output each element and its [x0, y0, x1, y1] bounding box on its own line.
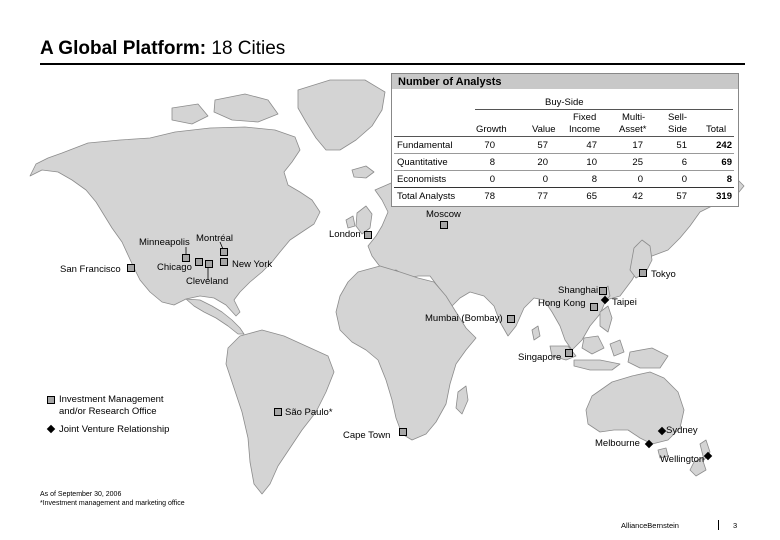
row-label-fundamental: Fundamental [397, 140, 453, 151]
office-marker-minneapolis [182, 254, 190, 262]
city-label-cleveland: Cleveland [186, 276, 229, 287]
table-cell-total: 242 [716, 140, 732, 151]
total-divider [394, 187, 734, 188]
table-cell: 25 [632, 157, 643, 168]
office-marker-shanghai [599, 287, 607, 295]
table-cell: 70 [484, 140, 495, 151]
row-divider [394, 170, 734, 171]
table-cell-total: 319 [716, 191, 732, 202]
table-cell-total: 8 [726, 174, 732, 185]
office-marker-cape-town [399, 428, 407, 436]
city-label-chicago: Chicago [157, 262, 192, 273]
analyst-table [391, 73, 739, 207]
city-label-singapore: Singapore [518, 352, 562, 363]
city-label-sao-paulo: São Paulo* [285, 407, 333, 418]
table-cell-total: 69 [721, 157, 732, 168]
office-marker-singapore [565, 349, 573, 357]
city-label-san-francisco: San Francisco [60, 264, 121, 275]
column-header-asset: Asset* [619, 124, 647, 135]
office-legend-icon [47, 396, 55, 404]
north-america-landmass [30, 127, 320, 316]
table-cell: 47 [586, 140, 597, 151]
page-number: 3 [733, 521, 738, 530]
footnote-asterisk: *Investment management and marketing office [40, 500, 185, 507]
office-marker-moscow [440, 221, 448, 229]
table-cell: 0 [681, 174, 687, 185]
iceland-landmass [352, 166, 374, 178]
table-cell: 42 [632, 191, 643, 202]
table-cell: 77 [537, 191, 548, 202]
city-label-taipei: Taipei [612, 297, 637, 308]
table-cell: 20 [537, 157, 548, 168]
city-label-melbourne: Melbourne [595, 438, 640, 449]
row-label-total-analysts: Total Analysts [397, 191, 456, 202]
column-header-growth: Growth [476, 124, 507, 135]
table-cell: 0 [489, 174, 495, 185]
city-label-montreal: Montréal [196, 233, 233, 244]
city-label-hong-kong: Hong Kong [538, 298, 586, 309]
column-header-value: Value [532, 124, 556, 135]
table-cell: 57 [676, 191, 687, 202]
table-cell: 57 [537, 140, 548, 151]
office-marker-sao-paulo [274, 408, 282, 416]
buy-side-underline [475, 109, 733, 110]
city-label-sydney: Sydney [666, 425, 698, 436]
office-marker-london [364, 231, 372, 239]
office-marker-new-york [220, 258, 228, 266]
column-header-sell: Sell- [668, 112, 688, 123]
table-cell: 0 [637, 174, 643, 185]
office-marker-chicago [195, 258, 203, 266]
row-divider [394, 153, 734, 154]
city-label-london: London [329, 229, 361, 240]
city-label-moscow: Moscow [426, 209, 461, 220]
office-marker-hong-kong [590, 303, 598, 311]
column-header-side: Side [668, 124, 688, 135]
table-cell: 10 [586, 157, 597, 168]
office-marker-mumbai [507, 315, 515, 323]
table-header-bar [392, 74, 738, 89]
office-legend-label-line1: Investment Management [59, 394, 164, 405]
city-label-shanghai: Shanghai [558, 285, 599, 296]
table-cell: 65 [586, 191, 597, 202]
office-marker-tokyo [639, 269, 647, 277]
column-header-fixed: Fixed [573, 112, 597, 123]
footer-divider [718, 520, 719, 530]
brand-logo-text: AllianceBernstein [621, 521, 679, 530]
column-header-income: Income [569, 124, 601, 135]
city-label-cape-town: Cape Town [343, 430, 391, 441]
city-label-minneapolis: Minneapolis [139, 237, 190, 248]
city-label-mumbai: Mumbai (Bombay) [425, 313, 503, 324]
row-label-economists: Economists [397, 174, 447, 185]
page-title: A Global Platform: 18 Cities [40, 38, 286, 59]
table-cell: 78 [484, 191, 495, 202]
header-underline [394, 136, 734, 137]
footnote-date: As of September 30, 2006 [40, 491, 122, 498]
column-header-multi: Multi- [622, 112, 646, 123]
arctic-islands-landmass [214, 94, 278, 122]
office-marker-cleveland [205, 260, 213, 268]
city-label-wellington: Wellington [660, 454, 705, 465]
column-header-total: Total [706, 124, 727, 135]
row-label-quantitative: Quantitative [397, 157, 448, 168]
city-label-tokyo: Tokyo [651, 269, 676, 280]
table-title: Number of Analysts [398, 76, 502, 88]
table-cell: 51 [676, 140, 687, 151]
table-cell: 0 [542, 174, 548, 185]
madagascar-landmass [456, 386, 468, 414]
greenland-landmass [298, 80, 385, 150]
office-marker-san-francisco [127, 264, 135, 272]
jv-legend-label: Joint Venture Relationship [59, 424, 170, 435]
buy-side-group-label: Buy-Side [545, 97, 584, 108]
table-cell: 6 [681, 157, 687, 168]
office-legend-label-line2: and/or Research Office [59, 406, 157, 417]
table-cell: 8 [489, 157, 495, 168]
office-marker-montreal [220, 248, 228, 256]
table-cell: 8 [591, 174, 597, 185]
table-cell: 17 [632, 140, 643, 151]
city-label-new-york: New York [232, 259, 273, 270]
